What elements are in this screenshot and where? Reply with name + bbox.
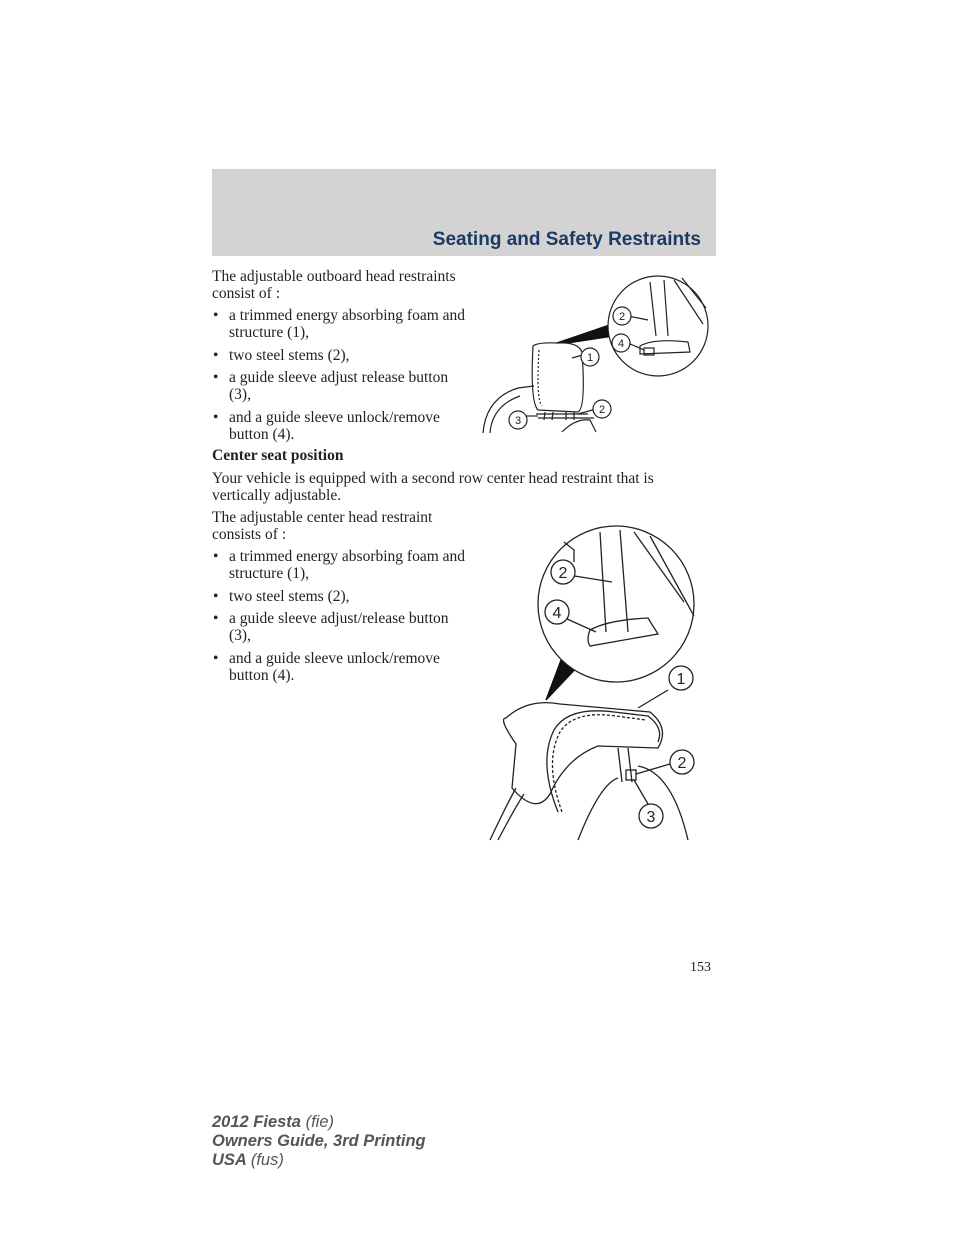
list-item bbox=[212, 610, 472, 644]
list-item-text: a trimmed energy absorbing foam and structure (1), bbox=[229, 307, 466, 341]
center-intro: The adjustable center head restraint consists of : bbox=[212, 509, 433, 543]
outboard-list bbox=[212, 307, 472, 448]
list-item-text: two steel stems (2), bbox=[229, 346, 350, 364]
list-item-text: a trimmed energy absorbing foam and structure (1), bbox=[229, 548, 466, 582]
list-item bbox=[212, 588, 472, 605]
list-item bbox=[212, 347, 472, 364]
footer-line bbox=[212, 1113, 426, 1132]
list-item bbox=[212, 650, 472, 684]
bullet-icon: • bbox=[213, 587, 219, 605]
callout-3: 3 bbox=[514, 415, 522, 427]
page-title: Seating and Safety Restraints bbox=[432, 229, 701, 250]
callout-2: 2 bbox=[677, 755, 687, 772]
list-item-text: a guide sleeve adjust release button (3), bbox=[229, 369, 449, 403]
footer-model: 2012 Fiesta bbox=[212, 1113, 301, 1131]
footer-market-code: (fus) bbox=[250, 1151, 284, 1169]
footer-line: Owners Guide, 3rd Printing bbox=[212, 1132, 426, 1150]
bullet-icon: • bbox=[213, 346, 219, 364]
center-seat-paragraph: Your vehicle is equipped with a second row center head restraint that is vertically adjustable. bbox=[212, 470, 654, 504]
callout-1: 1 bbox=[676, 671, 686, 688]
list-item bbox=[212, 548, 472, 582]
outboard-head-restraint-figure bbox=[478, 268, 713, 438]
list-item bbox=[212, 369, 472, 403]
callout-4: 4 bbox=[617, 338, 625, 350]
page-number: 153 bbox=[690, 960, 711, 975]
callout-2: 2 bbox=[598, 404, 606, 416]
callout-2: 2 bbox=[558, 565, 568, 582]
bullet-icon: • bbox=[213, 408, 219, 426]
list-item-text: a guide sleeve adjust/release button (3), bbox=[229, 610, 449, 644]
footer-model-code: (fie) bbox=[305, 1113, 334, 1131]
outboard-intro: The adjustable outboard head restraints consist of : bbox=[212, 268, 456, 302]
bullet-icon: • bbox=[213, 307, 219, 324]
footer bbox=[212, 1113, 426, 1170]
bullet-icon: • bbox=[213, 649, 219, 667]
list-item bbox=[212, 409, 472, 443]
center-head-restraint-figure bbox=[488, 522, 703, 844]
callout-4: 4 bbox=[552, 605, 562, 622]
list-item-text: and a guide sleeve unlock/remove button (4). bbox=[229, 649, 440, 684]
header-band bbox=[212, 169, 716, 256]
section-heading: Center seat position bbox=[212, 447, 344, 464]
list-item bbox=[212, 307, 472, 341]
bullet-icon: • bbox=[213, 548, 219, 565]
callout-1: 1 bbox=[586, 352, 594, 364]
list-item-text: and a guide sleeve unlock/remove button (4). bbox=[229, 408, 440, 443]
center-list bbox=[212, 548, 472, 689]
callout-2: 2 bbox=[618, 311, 626, 323]
footer-market: USA bbox=[212, 1151, 247, 1169]
list-item-text: two steel stems (2), bbox=[229, 587, 350, 605]
bullet-icon: • bbox=[213, 610, 219, 627]
bullet-icon: • bbox=[213, 369, 219, 386]
footer-line bbox=[212, 1151, 426, 1170]
callout-3: 3 bbox=[646, 809, 656, 826]
